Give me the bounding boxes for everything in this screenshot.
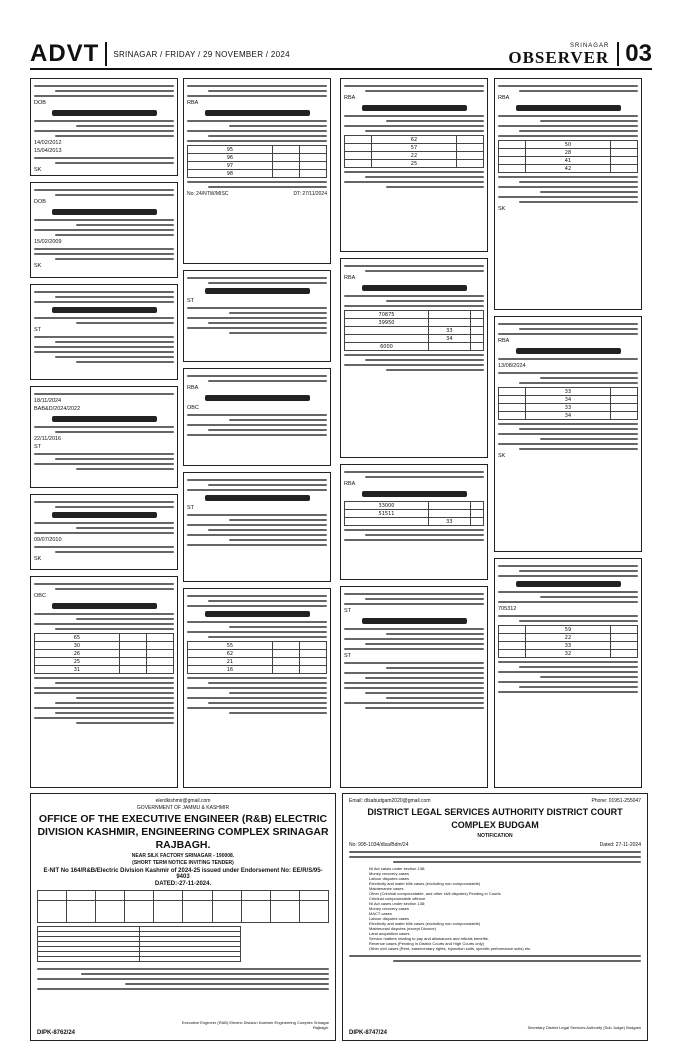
dlsa-email: Email: dlsabudgam2020@gmail.com (349, 798, 431, 804)
notice-box (340, 586, 488, 788)
dlsa-subtitle: NOTIFICATION (477, 833, 513, 839)
dlsa-dated: Dated: 27-11-2024 (599, 842, 641, 848)
notice-st: ST (344, 653, 352, 659)
dlsa-number: No: 995-1034/dlsa/Bdm/24 (349, 842, 409, 848)
tender-ref: E-NIT No 164/R&B/Electric Division Kashmir of 2024-25 issued under Endorsement No: EE/R/S/95-9403 (43, 868, 323, 880)
notice-box (340, 464, 488, 580)
notice-box (494, 78, 642, 310)
notice-st: ST (34, 327, 42, 333)
dateline: SRINAGAR / FRIDAY / 29 NOVEMBER / 2024 (113, 49, 290, 59)
land-table: 65 30 26 25 31 (34, 633, 174, 674)
notice-sk: SK (34, 167, 42, 173)
notice-box (30, 386, 178, 488)
notice-box (494, 316, 642, 552)
brand-city: SRINAGAR (569, 42, 610, 49)
notice-dob: DOB (34, 199, 46, 205)
dlsa-category-item: NI Act cases under section 138; (369, 901, 426, 906)
notice-date: 22/11/2016 (34, 436, 62, 442)
notice-st: ST (187, 505, 195, 511)
dlsa-category-item: Revenue cases (Pending in District Courts and High Courts only) (369, 941, 484, 946)
dlsa-category-item: Criminal compoundable offence (369, 896, 426, 901)
page-header (30, 40, 652, 70)
notice-box (30, 182, 178, 278)
land-table: 59 22 33 32 (498, 625, 638, 658)
notice-st: ST (34, 444, 42, 450)
dlsa-title: DISTRICT LEGAL SERVICES AUTHORITY DISTRICT COURT COMPLEX BUDGAM (367, 807, 623, 830)
notice-obc: OBC (187, 405, 199, 411)
dlsa-ref-row (349, 842, 641, 848)
dlsa-category-item: Matrimonial disputes (except Divorce) (369, 926, 436, 931)
land-table: 33000 51511 33 (344, 501, 484, 526)
masthead-brand (508, 43, 609, 66)
land-table: 33 34 33 34 (498, 387, 638, 420)
rb-tender-notice (30, 793, 336, 1041)
notice-box (30, 494, 178, 570)
land-table: 62 57 22 25 (344, 135, 484, 168)
notice-rba: RBA (187, 385, 199, 391)
dlsa-category-item: NI Act cases under section 138; (369, 866, 426, 871)
notice-dob: DOB (34, 100, 46, 106)
dlsa-category-item: Electricity and water bills cases (excluding non compoundable) (369, 881, 481, 886)
tender-email: elerdkishmir@gmail.com (155, 798, 211, 804)
dlsa-category-item: Land acquisition cases (369, 931, 410, 936)
dlsa-category-item: Money recovery cases (369, 906, 410, 911)
column-1 (30, 78, 178, 788)
notice-date: 09/07/2010 (34, 537, 62, 543)
dlsa-notification (342, 793, 648, 1041)
notice-st: ST (344, 608, 352, 614)
tender-title: OFFICE OF THE EXECUTIVE ENGINEER (R&B) ELECTRIC DIVISION KASHMIR, ENGINEERING COMPLEX SRINAGAR RAJBAGH. (37, 813, 329, 851)
notice-box (183, 472, 331, 582)
notice-box (494, 558, 642, 788)
dlsa-category-item: Maintenance cases (369, 886, 404, 891)
land-table: 55 62 21 16 (187, 641, 327, 674)
land-table: 70875 39950 33 34 6000 (344, 310, 484, 351)
notice-date: 15/02/2009 (34, 239, 62, 245)
notice-box (340, 258, 488, 458)
column-2 (183, 78, 331, 788)
notice-box (30, 78, 178, 176)
column-3 (340, 78, 488, 788)
dlsa-dipk: DIPK-8747/24 (349, 1030, 388, 1036)
notice-date: 14/02/2012 (34, 140, 62, 146)
dlsa-category-item: Labour disputes cases (369, 916, 410, 921)
notice-date: 15/04/2013 (34, 148, 62, 154)
notice-rba: RBA (498, 95, 510, 101)
notice-sk: SK (498, 453, 506, 459)
dlsa-category-item: Money recovery cases (369, 871, 410, 876)
dlsa-category-item: Service matters relating to pay and allowances and retirals benefits. (369, 936, 489, 941)
notice-ref: BAB&D/2024/2022 (34, 406, 81, 412)
notice-box (340, 78, 488, 252)
section-label: ADVT (30, 42, 107, 66)
notice-ref-row: No: 24/NTW/MISC DT: 27/11/2024 (187, 191, 327, 197)
dlsa-category-item: Other civil cases (Rent, easementary rights, injunction suits, specific performance suits) etc. (369, 946, 532, 951)
tender-address: NEAR SILK FACTORY SRINAGAR - 190008. (131, 853, 235, 859)
notice-rba: RBA (498, 338, 510, 344)
tender-signature: Executive Engineer (R&B) Electric Division Kashmir Engineering Complex Srinagar Rajbagh. (181, 1020, 329, 1030)
tender-type: (SHORT TERM NOTICE INVITING TENDER) (132, 860, 234, 866)
notice-box (30, 576, 178, 788)
notice-rba: RBA (344, 481, 356, 487)
notice-rba: RBA (187, 100, 199, 106)
dlsa-contact-row (349, 798, 641, 804)
page-number: 03 (617, 42, 652, 66)
tender-date: DATED:-27-11-2024. (154, 881, 212, 887)
notice-sk: SK (34, 556, 42, 562)
notice-sk: SK (34, 263, 42, 269)
notice-box (183, 270, 331, 362)
notice-number: 705312 (498, 606, 517, 612)
notice-rba: RBA (344, 275, 356, 281)
brand-name: OBSERVER (508, 47, 610, 67)
land-table: 95 96 97 98 (187, 145, 327, 178)
notice-box (183, 78, 331, 264)
notice-obc: OBC (34, 593, 46, 599)
notice-sk: SK (498, 206, 506, 212)
tender-table (37, 890, 329, 923)
dlsa-category-item: MACT cases (369, 911, 392, 916)
dlsa-signature: Secretary District Legal Services Authority (Sub Judge) Budgam (527, 1025, 641, 1030)
tender-government: GOVERNMENT OF JAMMU & KASHMIR (136, 805, 230, 811)
dlsa-category-item: Other (Criminal compoundable, and other civil disputes) Pending in Courts (369, 891, 501, 896)
notice-st: ST (187, 298, 195, 304)
notice-rba: RBA (344, 95, 356, 101)
land-table: 50 28 41 42 (498, 140, 638, 173)
dlsa-category-item: Labour disputes cases (369, 876, 410, 881)
notice-box (30, 284, 178, 380)
dlsa-phone: Phone: 01951-255047 (591, 798, 641, 804)
notice-box (183, 588, 331, 788)
dlsa-category-item: Electricity and water bills cases (excluding non compoundable) (369, 921, 481, 926)
notice-ref: 18/11/2024 (34, 398, 62, 404)
tender-dipk: DIPK-8762/24 (37, 1030, 76, 1036)
column-4 (494, 78, 642, 788)
dlsa-category-list (369, 866, 641, 951)
tender-schedule (37, 926, 241, 962)
notice-box (183, 368, 331, 466)
notice-date: 13/08/2024 (498, 363, 526, 369)
